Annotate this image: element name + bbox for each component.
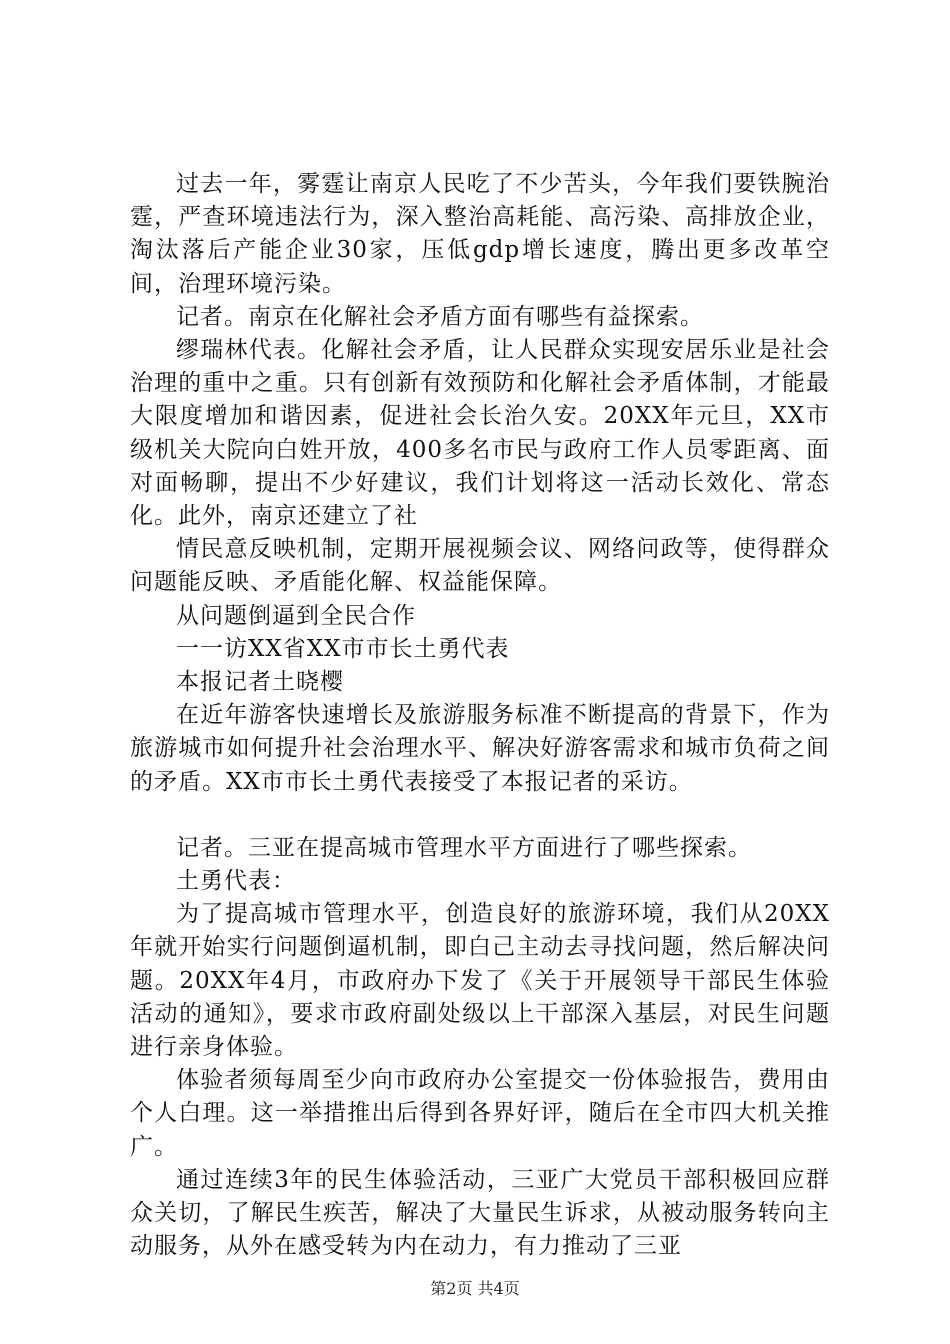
article-subheadline: 一一访XX省XX市市长土勇代表 [176,635,510,662]
paragraph-answer-2-cont: 体验者须每周至少向市政府办公室提交一份体验报告，费用由个人白理。这一举措推出后得到各界好评，随后在全市四大机关推广。 [130,1067,830,1160]
paragraph-answer-1: 缪瑞林代表。化解社会矛盾，让人民群众实现安居乐业是社会治理的重中之重。只有创新有效预防和化解社会矛盾体制，才能最大限度增加和谐因素，促进社会长治久安。20XX年元旦，XX市级机关大院向白姓开放，400多名市民与政府工作人员零距离、面对面畅聊，提出不少好建议，我们计划将这一活动长效化、常态化。此外，南京还建立了社 [130,337,830,530]
paragraph-reporter-question-1: 记者。南京在化解社会矛盾方面有哪些有益探索。 [176,303,704,330]
paragraph-smog: 过去一年，雾霆让南京人民吃了不少苦头，今年我们要铁腕治霆，严查环境违法行为，深入整治高耗能、高污染、高排放企业，淘汰落后产能企业30家，压低gdp增长速度，腾出更多改革空间，治理环境污染。 [130,171,830,297]
paragraph-answer-2: 为了提高城市管理水平，创造良好的旅游环境，我们从20XX年就开始实行问题倒逼机制，即白己主动去寻找问题，然后解决问题。20XX年4月，市政府办下发了《关于开展领导干部民生体验活动的通知》，要求市政府副处级以上干部深入基层，对民生问题进行亲身体验。 [130,901,830,1061]
paragraph-answer-2-result: 通过连续3年的民生体验活动，三亚广大党员干部积极回应群众关切，了解民生疾苦，解决了大量民生诉求，从被动服务转向主动服务，从外在感受转为内在动力，有力推动了三亚 [130,1166,830,1260]
paragraph-answer-1-cont: 情民意反映机制，定期开展视频会议、网络问政等，使得群众问题能反映、矛盾能化解、权益能保障。 [130,536,830,596]
paragraph-intro: 在近年游客快速增长及旅游服务标准不断提高的背景下，作为旅游城市如何提升社会治理水平、解决好游客需求和城市负荷之间的矛盾。XX市市长土勇代表接受了本报记者的采访。 [130,702,830,795]
article-byline: 本报记者土晓樱 [176,669,344,696]
paragraph-speaker: 土勇代表： [176,868,296,895]
body-text [130,168,830,1264]
article-headline: 从问题倒逼到全民合作 [176,602,416,629]
paragraph-reporter-question-2: 记者。三亚在提高城市管理水平方面进行了哪些探索。 [176,834,752,861]
page-footer: 第2页 共4页 [430,1279,520,1298]
paragraph-gap [130,799,830,832]
